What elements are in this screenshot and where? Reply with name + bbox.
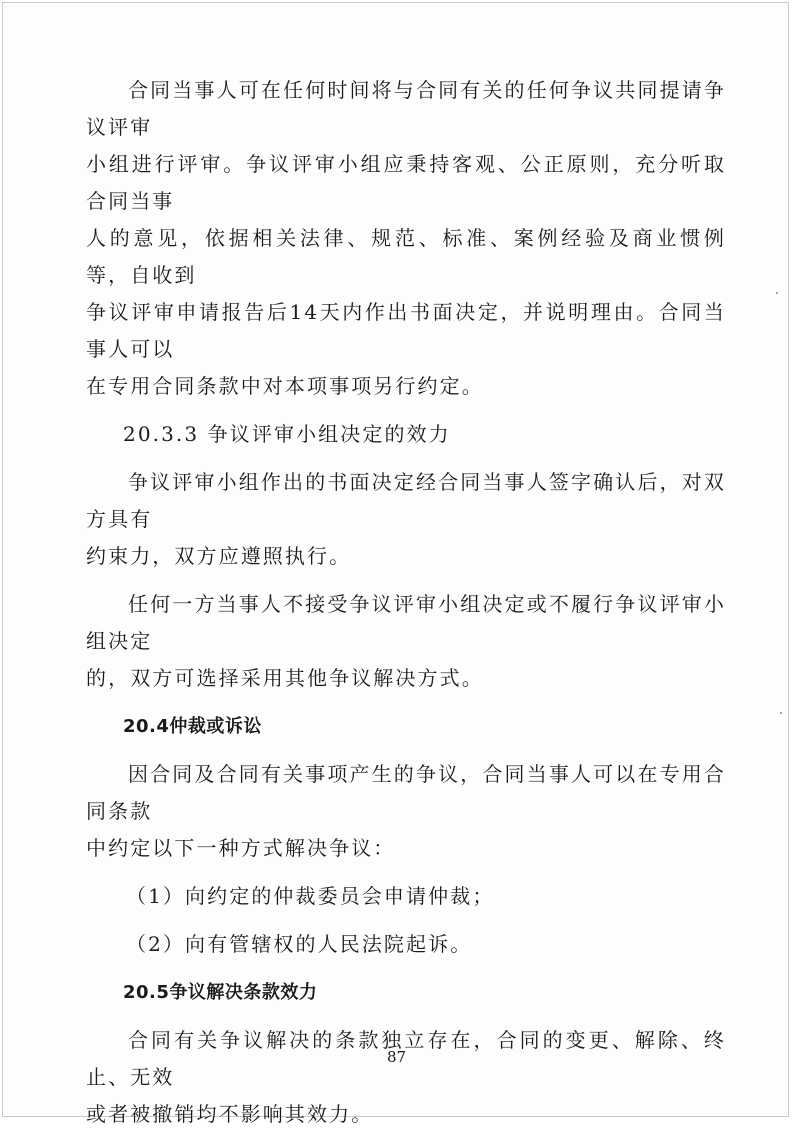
page-number: 87 xyxy=(386,1048,407,1066)
paragraph-line: 约束力，双方应遵照执行。 xyxy=(86,544,352,568)
paragraph-line: 任何一方当事人不接受争议评审小组决定或不履行争议评审小组决定 xyxy=(86,592,726,653)
paragraph-line: 在专用合同条款中对本项事项另行约定。 xyxy=(86,374,484,398)
list-item-arbitration: （1）向约定的仲裁委员会申请仲裁； xyxy=(126,884,495,908)
scan-speck xyxy=(780,712,782,714)
list-item-litigation: （2）向有管辖权的人民法院起诉。 xyxy=(126,932,473,956)
section-heading-20-3-3: 20.3.3 争议评审小组决定的效力 xyxy=(123,422,451,446)
document-body xyxy=(86,72,726,1133)
section-heading-20-4: 20.4仲裁或诉讼 xyxy=(123,716,262,737)
paragraph-line: 合同有关争议解决的条款独立存在，合同的变更、解除、终止、无效 xyxy=(86,1028,726,1089)
paragraph-line: 中约定以下一种方式解决争议： xyxy=(86,836,396,860)
paragraph-line: 因合同及合同有关事项产生的争议，合同当事人可以在专用合同条款 xyxy=(86,762,726,823)
paragraph-line: 的，双方可选择采用其他争议解决方式。 xyxy=(86,666,484,690)
scan-speck xyxy=(776,292,778,294)
paragraph-line: 争议评审小组作出的书面决定经合同当事人签字确认后，对双方具有 xyxy=(86,470,726,531)
paragraph-line: 合同当事人可在任何时间将与合同有关的任何争议共同提请争议评审 xyxy=(86,78,726,139)
paragraph-line: 争议评审申请报告后14天内作出书面决定，并说明理由。合同当事人可以 xyxy=(86,300,726,361)
paragraph-line: 或者被撤销均不影响其效力。 xyxy=(86,1102,374,1126)
section-heading-20-5: 20.5争议解决条款效力 xyxy=(123,982,318,1003)
paragraph-line: 小组进行评审。争议评审小组应秉持客观、公正原则，充分听取合同当事 xyxy=(86,152,726,213)
paragraph-line: 人的意见，依据相关法律、规范、标准、案例经验及商业惯例等，自收到 xyxy=(86,226,726,287)
